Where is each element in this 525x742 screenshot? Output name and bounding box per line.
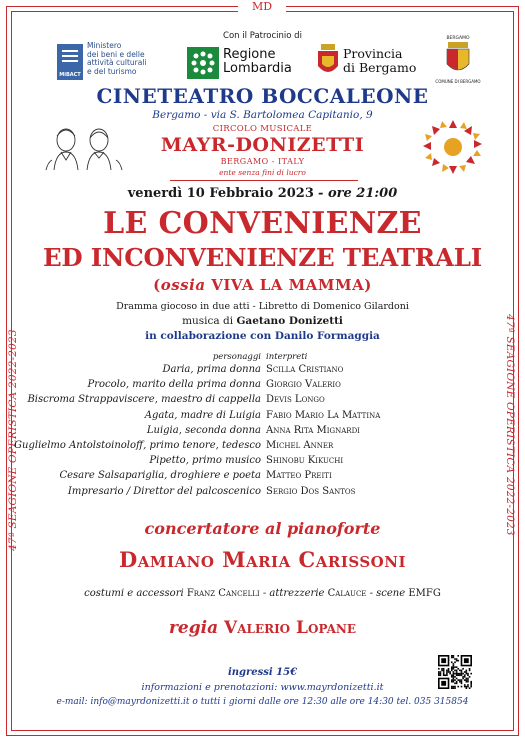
email-line: e-mail: info@mayrdonizetti.it o tutti i giorni dalle ore 12:30 alle ore 14:30 tel. 035 315854 (56, 697, 469, 707)
rosa-camuna-icon (187, 47, 219, 79)
city-label: BERGAMO - ITALY (220, 157, 305, 166)
opera-subtitle (0, 276, 525, 294)
concertatore-name: Damiano Maria Carissoni (119, 547, 406, 572)
patronage-label: Con il Patrocinio di (223, 31, 302, 41)
cast-actor: Matteo Preiti (266, 470, 332, 482)
subtitle-open: ( (153, 276, 161, 294)
mibact-line3: attività culturali (87, 58, 147, 67)
collaboration-credit: in collaborazione con Danilo Formaggia (145, 330, 380, 342)
cast-role: Cesare Salsapariglia, droghiere e poeta (59, 470, 261, 482)
event-datetime (0, 186, 525, 201)
cast-row (0, 424, 525, 438)
opera-description: Dramma giocoso in due atti - Libretto di Domenico Gilardoni (116, 301, 409, 312)
provincia-bergamo-logo (317, 42, 417, 82)
opera-title-line2: ED INCONVENIENZE TEATRALI (42, 243, 483, 272)
scene-label: - scene (366, 588, 406, 599)
cast-actor: Scilla Cristiano (266, 364, 344, 375)
cast-actor: Giorgio Valerio (266, 379, 341, 391)
cast-role: Luigia, seconda donna (146, 424, 261, 436)
provincia-line2: di Bergamo (343, 60, 417, 75)
event-time: - ore 21:00 (318, 186, 398, 201)
scene-name: EMFG (408, 588, 441, 599)
costumi-name: Franz Cancelli (186, 588, 260, 599)
md-monogram: MD (238, 0, 286, 14)
regia-label: regia (168, 618, 219, 638)
regione-lombardia-logo (187, 45, 297, 81)
ingressi-price: ingressi 15€ (227, 667, 298, 678)
cast-actor: Devis Longo (266, 394, 325, 406)
mibact-line2: dei beni e delle (87, 49, 145, 59)
regia-credit (0, 618, 525, 638)
music-by-label: musica di (182, 315, 234, 327)
side-text-right: 47ª SEAGIONE OPERISTICA 2022-2023 (504, 314, 516, 536)
attrezzerie-name: Calauce (327, 588, 367, 599)
org-name: MAYR-DONIZETTI (160, 134, 365, 156)
provincia-coat-icon (317, 44, 339, 78)
mibact-icon (57, 44, 83, 80)
cast-row (0, 363, 525, 377)
cast-role: Daria, prima donna (162, 364, 261, 375)
header-divider (170, 180, 358, 181)
nonprofit-label: ente senza fini di lucro (219, 168, 306, 177)
attrezzerie-label: - attrezzerie (259, 588, 325, 599)
mibact-line1: Ministero (87, 41, 122, 50)
venue-name: CINETEATRO BOCCALEONE (96, 84, 429, 108)
mibact-line4: e del turismo (87, 66, 137, 76)
subtitle-rest: VIVA LA MAMMA) (205, 276, 372, 294)
opera-title-line1: LE CONVENIENZE (103, 206, 422, 241)
cast-row (0, 409, 525, 423)
cast-row (0, 454, 525, 468)
cast-header-actors: interpreti (266, 352, 308, 362)
subtitle-ossia: ossia (160, 276, 206, 294)
cast-role: Biscroma Strappaviscere, maestro di cappella (27, 394, 261, 406)
cast-row (0, 393, 525, 407)
cast-actor: Anna Rita Mignardi (266, 424, 360, 436)
comune-bottom-label: COMUNE DI BERGAMO (435, 79, 481, 84)
cast-actor: Sergio Dos Santos (266, 485, 356, 497)
cast-role: Pipetto, primo musico (149, 455, 261, 467)
concertatore-label: concertatore al pianoforte (144, 519, 381, 538)
cast-role: Guglielmo Antolstoinoloff, primo tenore, tedesco (14, 440, 261, 451)
side-text-left: 47ª SEAGIONE OPERISTICA 2022-2023 (7, 329, 19, 551)
cast-role: Agata, madre di Luigia (144, 409, 261, 421)
cast-role: Impresario / Direttor del palcoscenico (67, 485, 261, 497)
comune-bergamo-logo (428, 36, 488, 88)
music-credit (0, 315, 525, 327)
cast-row (0, 439, 525, 453)
costumi-label: costumi e accessori (84, 588, 184, 599)
cast-row (0, 469, 525, 483)
cast-role: Procolo, marito della prima donna (87, 379, 261, 391)
comune-top-label: BERGAMO (446, 36, 470, 41)
comune-coat-icon (445, 42, 471, 76)
cast-row (0, 378, 525, 392)
mibact-logo (57, 42, 167, 82)
cast-header (0, 350, 525, 364)
circolo-label: CIRCOLO MUSICALE (212, 124, 313, 134)
provincia-line1: Provincia (343, 46, 403, 61)
regia-name: Valerio Lopane (224, 618, 357, 638)
mibact-abbr: MiBACT (59, 72, 81, 78)
regione-line1: Regione (223, 47, 276, 62)
cast-header-roles: personaggi (212, 352, 261, 362)
crew-credits (0, 588, 525, 599)
event-date: venerdì 10 Febbraio 2023 (127, 186, 314, 201)
hands-circle-logo (420, 118, 486, 176)
cast-actor: Michel Anner (266, 440, 334, 451)
regione-line2: Lombardia (223, 61, 292, 76)
venue-address: Bergamo - via S. Bartolomea Capitanio, 9 (152, 109, 373, 121)
cast-actor: Fabio Mario La Mattina (266, 409, 381, 421)
info-line: informazioni e prenotazioni: www.mayrdonizetti.it (141, 682, 384, 693)
composer-name: Gaetano Donizetti (236, 315, 343, 327)
cast-row (0, 485, 525, 499)
cast-actor: Shinobu Kikuchi (266, 455, 344, 467)
